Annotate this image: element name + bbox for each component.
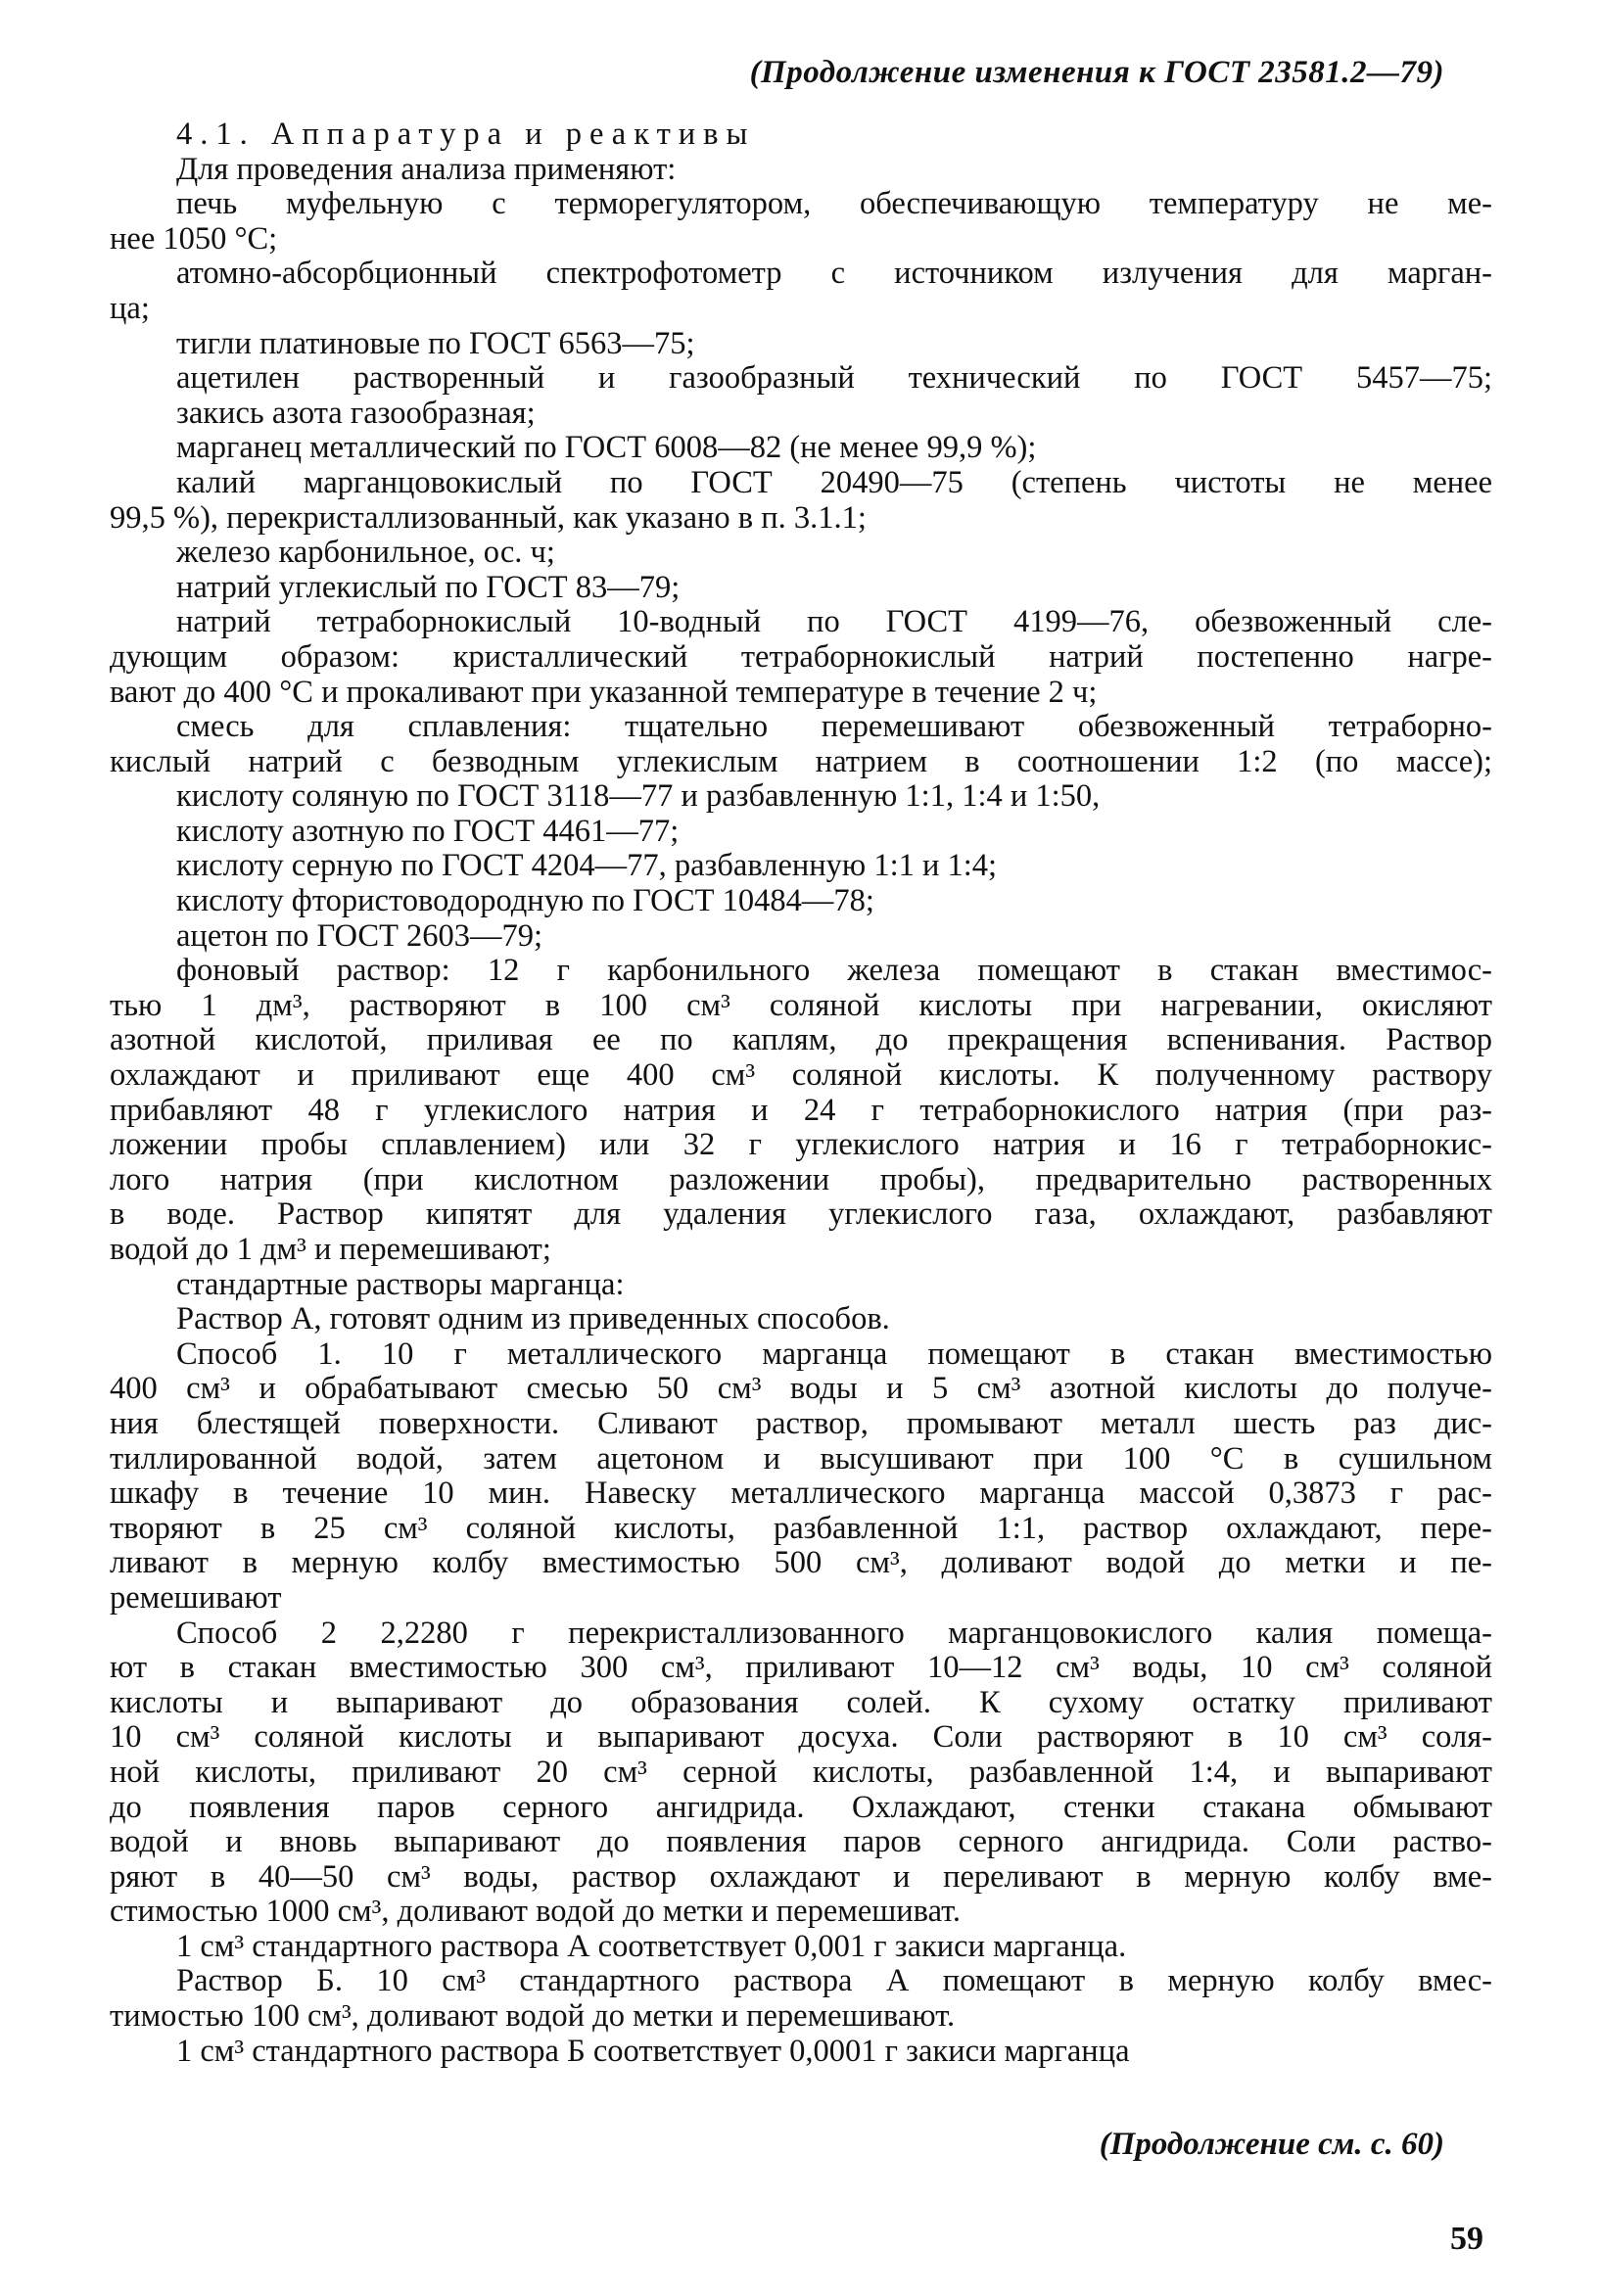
text-line: лого натрия (при кислотном разложении пробы), предварительно растворенных bbox=[110, 1162, 1492, 1197]
text-line: тимостью 100 см³, доливают водой до метки и перемешивают. bbox=[110, 1999, 956, 2035]
text-line: натрий углекислый по ГОСТ 83—79; bbox=[176, 570, 681, 605]
text-line: творяют в 25 см³ соляной кислоты, разбавленной 1:1, раствор охлаждают, пере- bbox=[110, 1511, 1492, 1546]
text-line: Способ 1. 10 г металлического марганца помещают в стакан вместимостью bbox=[176, 1336, 1492, 1372]
text-line: кислоту серную по ГОСТ 4204—77, разбавленную 1:1 и 1:4; bbox=[176, 849, 998, 884]
text-line: закись азота газообразная; bbox=[176, 396, 536, 431]
text-line: кислоту азотную по ГОСТ 4461—77; bbox=[176, 814, 680, 849]
text-line: атомно-абсорбционный спектрофотометр с источником излучения для марган- bbox=[176, 257, 1492, 292]
text-line: вают до 400 °С и прокаливают при указанной температуре в течение 2 ч; bbox=[110, 675, 1098, 710]
text-line: фоновый раствор: 12 г карбонильного железа помещают в стакан вместимос- bbox=[176, 954, 1492, 989]
text-line: Для проведения анализа применяют: bbox=[176, 152, 677, 187]
text-line: 99,5 %), перекристаллизованный, как указано в п. 3.1.1; bbox=[110, 500, 867, 536]
text-line: ния блестящей поверхности. Сливают раствор, промывают металл шесть раз дис- bbox=[110, 1406, 1492, 1441]
text-line: ложении пробы сплавлением) или 32 г углекислого натрия и 16 г тетраборнокис- bbox=[110, 1128, 1492, 1163]
text-line: ной кислоты, приливают 20 см³ серной кислоты, разбавленной 1:4, и выпаривают bbox=[110, 1755, 1492, 1790]
page-header: (Продолжение изменения к ГОСТ 23581.2—79) bbox=[749, 55, 1444, 90]
continuation-note: (Продолжение см. с. 60) bbox=[1099, 2127, 1444, 2162]
text-line: азотной кислотой, приливая ее по каплям, до прекращения вспенивания. Раствор bbox=[110, 1023, 1492, 1058]
text-line: стимостью 1000 см³, доливают водой до метки и перемешиват. bbox=[110, 1895, 962, 1930]
text-line: калий марганцовокислый по ГОСТ 20490—75 (степень чистоты не менее bbox=[176, 465, 1492, 500]
text-line: ремешивают bbox=[110, 1580, 282, 1616]
text-line: водой и вновь выпаривают до появления паров серного ангидрида. Соли раство- bbox=[110, 1825, 1492, 1860]
text-line: 10 см³ соляной кислоты и выпаривают досуха. Соли растворяют в 10 см³ соля- bbox=[110, 1720, 1492, 1756]
page-number: 59 bbox=[1450, 2221, 1483, 2257]
text-line: смесь для сплавления: тщательно перемешивают обезвоженный тетраборно- bbox=[176, 710, 1492, 745]
text-line: ливают в мерную колбу вместимостью 500 см³, доливают водой до метки и пе- bbox=[110, 1546, 1492, 1581]
text-line: тью 1 дм³, растворяют в 100 см³ соляной кислоты при нагревании, окисляют bbox=[110, 988, 1492, 1023]
text-line: Раствор А, готовят одним из приведенных способов. bbox=[176, 1302, 890, 1337]
text-line: в воде. Раствор кипятят для удаления углекислого газа, охлаждают, разбавляют bbox=[110, 1197, 1492, 1233]
text-line: шкафу в течение 10 мин. Навеску металлического марганца массой 0,3873 г рас- bbox=[110, 1476, 1492, 1512]
text-line: кислоту фтористоводородную по ГОСТ 10484—78; bbox=[176, 884, 874, 919]
text-line: дующим образом: кристаллический тетраборнокислый натрий постепенно нагре- bbox=[110, 639, 1492, 675]
text-line: ацетон по ГОСТ 2603—79; bbox=[176, 918, 543, 954]
text-line: до появления паров серного ангидрида. Охлаждают, стенки стакана обмывают bbox=[110, 1790, 1492, 1825]
text-line: 1 см³ стандартного раствора А соответствует 0,001 г закиси марганца. bbox=[176, 1929, 1127, 1964]
text-line: ряют в 40—50 см³ воды, раствор охлаждают и переливают в мерную колбу вме- bbox=[110, 1859, 1492, 1895]
text-line: ют в стакан вместимостью 300 см³, приливают 10—12 см³ воды, 10 см³ соляной bbox=[110, 1651, 1492, 1686]
text-line: ца; bbox=[110, 291, 150, 326]
text-line: Способ 2 2,2280 г перекристаллизованного марганцовокислого калия помеща- bbox=[176, 1616, 1492, 1651]
text-line: 1 см³ стандартного раствора Б соответствует 0,0001 г закиси марганца bbox=[176, 2034, 1130, 2069]
text-line: тигли платиновые по ГОСТ 6563—75; bbox=[176, 326, 695, 361]
text-line: охлаждают и приливают еще 400 см³ соляной кислоты. К полученному раствору bbox=[110, 1058, 1492, 1094]
text-line: печь муфельную с терморегулятором, обеспечивающую температуру не ме- bbox=[176, 187, 1492, 222]
text-line: нее 1050 °С; bbox=[110, 221, 278, 257]
text-line: прибавляют 48 г углекислого натрия и 24 г тетраборнокислого натрия (при раз- bbox=[110, 1093, 1492, 1128]
section-title: 4.1. Аппаратура и реактивы bbox=[176, 117, 756, 152]
text-line: ацетилен растворенный и газообразный технический по ГОСТ 5457—75; bbox=[176, 361, 1492, 397]
text-line: стандартные растворы марганца: bbox=[176, 1267, 625, 1302]
text-line: натрий тетраборнокислый 10-водный по ГОСТ 4199—76, обезвоженный сле- bbox=[176, 605, 1492, 640]
text-line: кислоту соляную по ГОСТ 3118—77 и разбавленную 1:1, 1:4 и 1:50, bbox=[176, 779, 1101, 815]
text-line: водой до 1 дм³ и перемешивают; bbox=[110, 1233, 551, 1267]
text-line: Раствор Б. 10 см³ стандартного раствора А помещают в мерную колбу вмес- bbox=[176, 1964, 1492, 1999]
text-line: 400 см³ и обрабатывают смесью 50 см³ воды и 5 см³ азотной кислоты до получе- bbox=[110, 1372, 1492, 1407]
document-body bbox=[110, 117, 1492, 2069]
text-line: кислый натрий с безводным углекислым натрием в соотношении 1:2 (по массе); bbox=[110, 744, 1492, 779]
text-line: кислоты и выпаривают до образования солей. К сухому остатку приливают bbox=[110, 1685, 1492, 1720]
text-line: железо карбонильное, ос. ч; bbox=[176, 536, 555, 571]
text-line: тиллированной водой, затем ацетоном и высушивают при 100 °С в сушильном bbox=[110, 1441, 1492, 1476]
text-line: марганец металлический по ГОСТ 6008—82 (не менее 99,9 %); bbox=[176, 431, 1037, 466]
